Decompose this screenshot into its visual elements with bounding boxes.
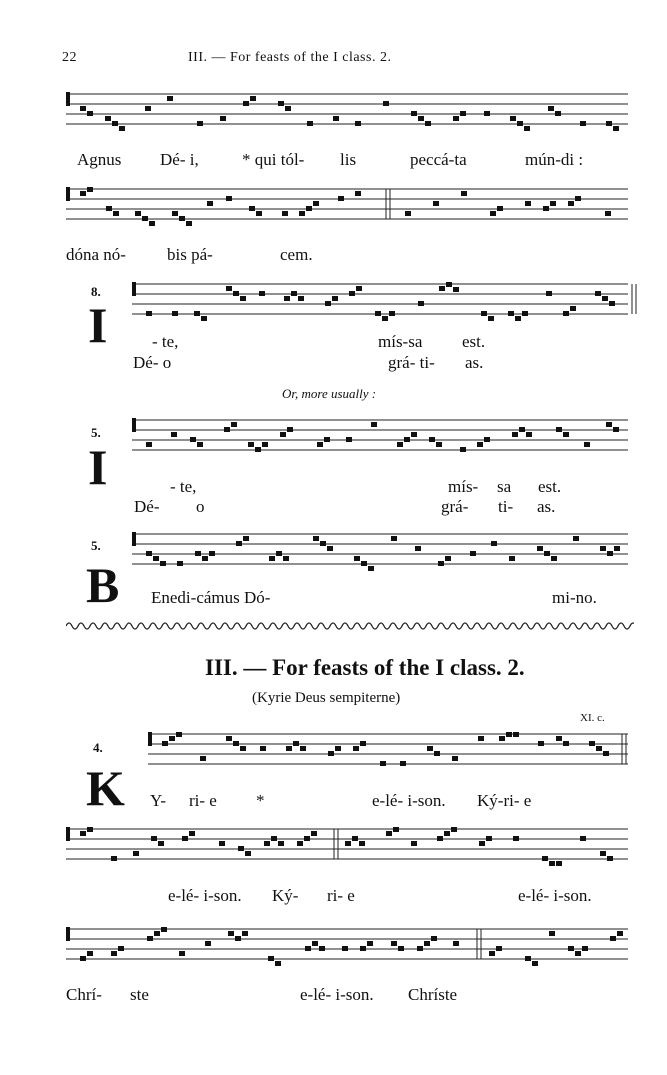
lyric: mís- bbox=[448, 477, 479, 496]
lyric: e-lé- i-son. bbox=[518, 886, 592, 905]
mode-label: XI. c. bbox=[580, 712, 605, 724]
lyric: ti- bbox=[498, 497, 514, 516]
lyric: Dé- i, bbox=[160, 150, 199, 169]
lyric: Enedi-cámus Dó- bbox=[151, 588, 271, 607]
lyric: est. bbox=[538, 477, 562, 496]
lyric: e-lé- i-son. bbox=[168, 886, 242, 905]
lyric: Chríste bbox=[408, 985, 458, 1004]
music-staff bbox=[66, 90, 628, 134]
lyric: * bbox=[256, 791, 265, 810]
lyric: ri- e bbox=[327, 886, 355, 905]
initial-letter: I bbox=[88, 439, 108, 495]
running-title: III. — For feasts of the I class. 2. bbox=[188, 50, 392, 65]
music-staff bbox=[148, 730, 628, 774]
mode-number: 8. bbox=[91, 284, 101, 299]
lyric: o bbox=[196, 497, 205, 516]
music-staff bbox=[132, 416, 628, 460]
lyric: ri- e bbox=[189, 791, 217, 810]
lyric: dóna nó- bbox=[66, 245, 126, 264]
lyric: Dé- bbox=[134, 497, 160, 516]
lyric: Y- bbox=[150, 791, 167, 810]
initial-letter: K bbox=[86, 760, 125, 816]
music-staff bbox=[66, 925, 628, 969]
lyric: grá- bbox=[441, 497, 469, 516]
lyric: Ký-ri- e bbox=[477, 791, 532, 810]
lyric: lis bbox=[340, 150, 357, 169]
lyric: bis pá- bbox=[167, 245, 213, 264]
lyric: Agnus bbox=[77, 150, 122, 169]
lyric: mún-di : bbox=[525, 150, 584, 169]
initial-letter: I bbox=[88, 297, 108, 353]
lyric: Chrí- bbox=[66, 985, 102, 1004]
initial-letter: B bbox=[86, 557, 120, 613]
lyric: - te, bbox=[152, 332, 179, 351]
section-title: III. — For feasts of the I class. 2. bbox=[205, 655, 525, 680]
ornamental-divider bbox=[66, 620, 634, 632]
section-subtitle: (Kyrie Deus sempiterne) bbox=[252, 690, 401, 706]
lyric: mís-sa bbox=[378, 332, 423, 351]
mode-number: 4. bbox=[93, 740, 103, 755]
lyric: as. bbox=[537, 497, 556, 516]
lyric: e-lé- i-son. bbox=[372, 791, 446, 810]
lyric: cem. bbox=[280, 245, 313, 264]
lyric: mi-no. bbox=[552, 588, 597, 607]
lyric: Dé- o bbox=[133, 353, 172, 372]
page-number: 22 bbox=[62, 50, 77, 65]
lyric: est. bbox=[462, 332, 486, 351]
lyric: as. bbox=[465, 353, 484, 372]
music-staff bbox=[66, 825, 628, 869]
lyric: - te, bbox=[170, 477, 197, 496]
lyric: e-lé- i-son. bbox=[300, 985, 374, 1004]
lyric: ste bbox=[130, 985, 149, 1004]
music-staff bbox=[66, 185, 628, 229]
mode-number: 5. bbox=[91, 538, 101, 553]
rubric-caption: Or, more usually : bbox=[282, 386, 377, 401]
music-staff bbox=[132, 280, 628, 324]
music-staff bbox=[132, 530, 628, 574]
lyric: grá- ti- bbox=[388, 353, 435, 372]
mode-number: 5. bbox=[91, 425, 101, 440]
lyric: * qui tól- bbox=[242, 150, 305, 169]
lyric: peccá-ta bbox=[410, 150, 467, 169]
lyric: Ký- bbox=[272, 886, 299, 905]
lyric: sa bbox=[497, 477, 512, 496]
